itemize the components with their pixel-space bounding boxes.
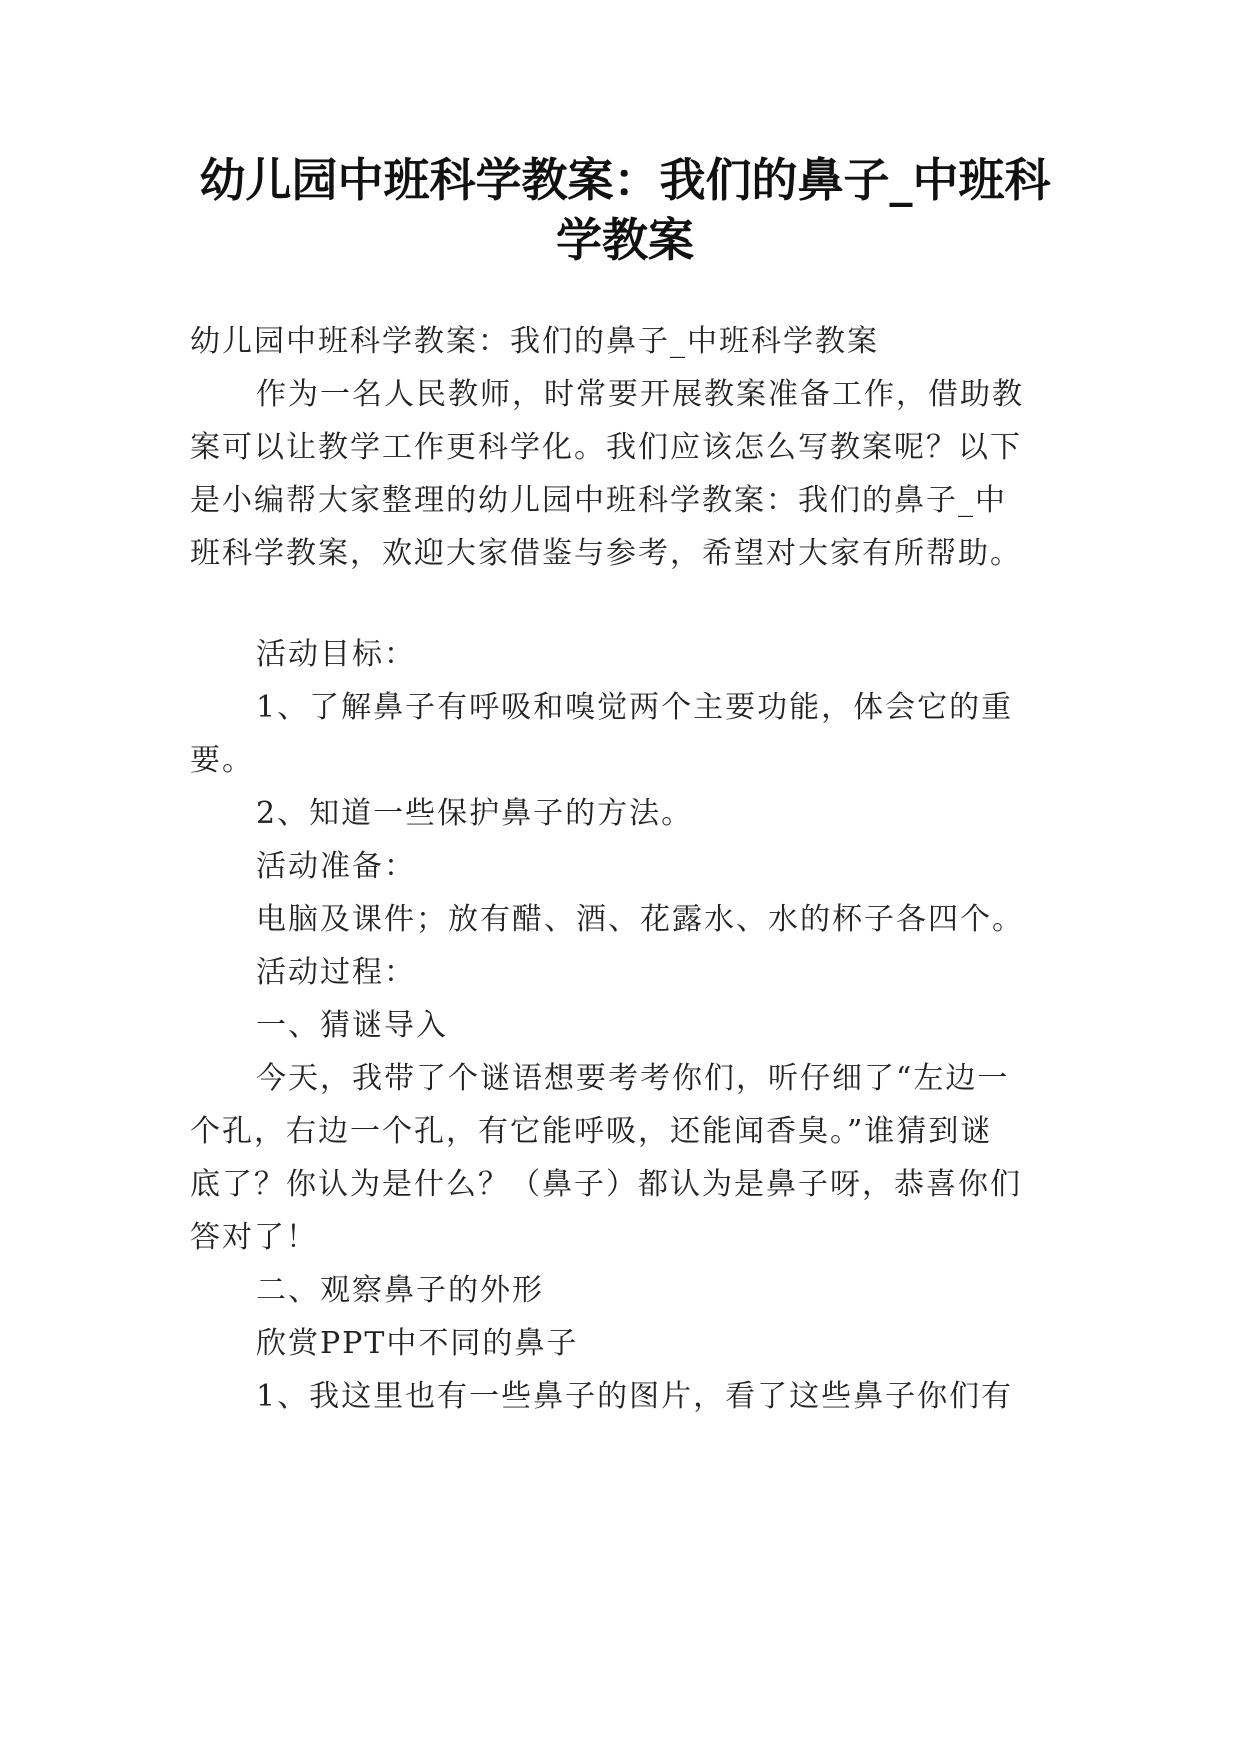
step-1-heading: 一、猜谜导入 <box>256 1008 448 1043</box>
section-heading-process: 活动过程： <box>256 955 416 990</box>
section-heading-goals: 活动目标： <box>256 637 416 672</box>
subtitle-line: 幼儿园中班科学教案：我们的鼻子_中班科学教案 <box>190 324 879 359</box>
riddle-line-4: 答对了！ <box>190 1220 318 1255</box>
document-title <box>185 150 1065 270</box>
intro-line-2: 案可以让教学工作更科学化。我们应该怎么写教案呢？以下 <box>190 430 1022 465</box>
preparation-text: 电脑及课件；放有醋、酒、花露水、水的杯子各四个。 <box>256 902 1024 937</box>
riddle-line-3: 底了？你认为是什么？（鼻子）都认为是鼻子呀，恭喜你们 <box>190 1167 1022 1202</box>
title-line-1: 幼儿园中班科学教案：我们的鼻子_中班科 <box>199 153 1051 207</box>
step-2-heading: 二、观察鼻子的外形 <box>256 1273 544 1308</box>
step-2-item-1: 1、我这里也有一些鼻子的图片，看了这些鼻子你们有 <box>256 1379 1014 1414</box>
goal-1-line-2: 要。 <box>190 743 254 778</box>
goal-1-line-1: 1、了解鼻子有呼吸和嗅觉两个主要功能，体会它的重 <box>256 690 1014 725</box>
intro-line-3: 是小编帮大家整理的幼儿园中班科学教案：我们的鼻子_中 <box>190 483 1007 518</box>
title-line-2: 学教案 <box>556 213 694 267</box>
riddle-line-1: 今天，我带了个谜语想要考考你们，听仔细了“左边一 <box>256 1061 1010 1096</box>
goal-2: 2、知道一些保护鼻子的方法。 <box>256 796 694 831</box>
riddle-line-2: 个孔，右边一个孔，有它能呼吸，还能闻香臭。”谁猜到谜 <box>190 1114 993 1149</box>
step-2-text: 欣赏PPT中不同的鼻子 <box>256 1326 579 1361</box>
intro-line-1: 作为一名人民教师，时常要开展教案准备工作，借助教 <box>256 377 1024 412</box>
section-heading-preparation: 活动准备： <box>256 849 416 884</box>
intro-line-4: 班科学教案，欢迎大家借鉴与参考，希望对大家有所帮助。 <box>190 536 1022 571</box>
